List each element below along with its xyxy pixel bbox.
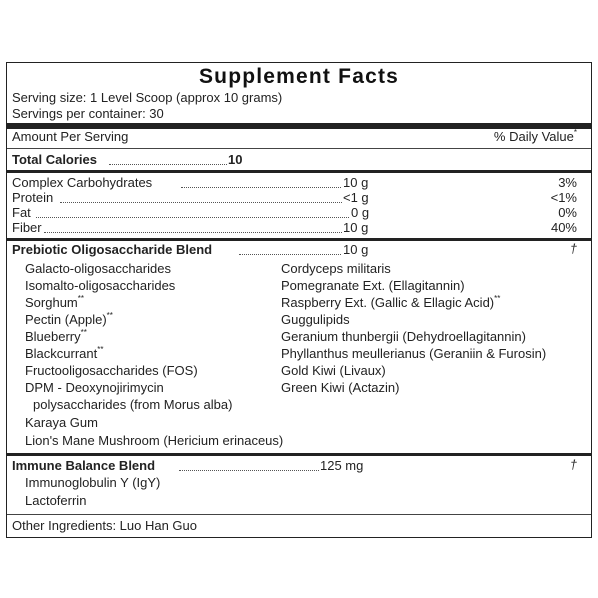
divider-medium bbox=[7, 170, 591, 173]
ingredient-text: Galacto-oligosaccharides bbox=[25, 261, 171, 276]
nutrient-daily-value: 40% bbox=[550, 220, 577, 235]
ingredient-item bbox=[281, 278, 465, 293]
ingredient-text: DPM - Deoxynojirimycin bbox=[25, 380, 164, 395]
daily-value-footnote-mark: * bbox=[573, 128, 577, 137]
ingredient-item bbox=[281, 380, 399, 395]
serving-size: Serving size: 1 Level Scoop (approx 10 grams) bbox=[12, 90, 283, 105]
nutrient-leader bbox=[181, 187, 341, 188]
footnote-mark: ** bbox=[80, 328, 87, 337]
ingredient-item bbox=[281, 312, 350, 327]
ingredient-text: Blackcurrant bbox=[25, 346, 98, 361]
footnote-mark: ** bbox=[106, 311, 113, 320]
prebiotic-blend-amount: 10 g bbox=[343, 242, 369, 257]
immune-blend-daily-value: † bbox=[570, 458, 577, 472]
nutrient-name: Fat bbox=[12, 205, 31, 220]
ingredient-text: Raspberry Ext. (Gallic & Ellagic Acid) bbox=[281, 295, 495, 310]
ingredient-item bbox=[25, 261, 171, 276]
nutrient-leader bbox=[60, 202, 342, 203]
servings-per-container: Servings per container: 30 bbox=[12, 106, 164, 121]
divider-medium bbox=[7, 238, 591, 241]
footnote-mark: ** bbox=[77, 294, 84, 303]
ingredient-text: Gold Kiwi (Livaux) bbox=[281, 363, 386, 378]
ingredient-text: Pectin (Apple) bbox=[25, 312, 107, 327]
amount-per-serving-header: Amount Per Serving bbox=[12, 129, 129, 144]
panel-title: Supplement Facts bbox=[198, 65, 400, 88]
nutrient-leader bbox=[36, 217, 349, 218]
ingredient-text: Blueberry bbox=[25, 329, 81, 344]
total-calories-leader bbox=[109, 164, 227, 165]
ingredient-item bbox=[281, 261, 391, 276]
ingredient-text: Karaya Gum bbox=[25, 415, 98, 430]
ingredient-text: polysaccharides (from Morus alba) bbox=[33, 397, 233, 412]
ingredient-text: Isomalto-oligosaccharides bbox=[25, 278, 176, 293]
ingredient-item bbox=[281, 346, 546, 361]
total-calories-value: 10 bbox=[228, 152, 243, 167]
ingredient-item bbox=[25, 329, 87, 344]
nutrient-daily-value: 3% bbox=[558, 175, 577, 190]
ingredient-item bbox=[25, 363, 198, 378]
ingredient-item bbox=[25, 312, 113, 327]
ingredient-item bbox=[25, 433, 283, 448]
divider-medium bbox=[7, 453, 591, 456]
ingredient-text: Pomegranate Ext. (Ellagitannin) bbox=[281, 278, 465, 293]
ingredient-text: Cordyceps militaris bbox=[281, 261, 391, 276]
supplement-facts-panel bbox=[6, 62, 592, 538]
immune-blend-leader bbox=[179, 470, 319, 471]
nutrient-amount: 10 g bbox=[343, 175, 369, 190]
nutrient-name: Protein bbox=[12, 190, 54, 205]
nutrient-daily-value: 0% bbox=[558, 205, 577, 220]
ingredient-item bbox=[281, 363, 386, 378]
other-ingredients: Other Ingredients: Luo Han Guo bbox=[12, 518, 198, 533]
immune-blend-amount: 125 mg bbox=[320, 458, 364, 473]
divider-thin bbox=[7, 148, 591, 149]
immune-blend-name: Immune Balance Blend bbox=[12, 458, 156, 473]
ingredient-item bbox=[25, 380, 164, 395]
ingredient-item bbox=[33, 397, 232, 412]
footnote-mark: ** bbox=[97, 345, 104, 354]
nutrient-name: Complex Carbohydrates bbox=[12, 175, 153, 190]
ingredient-text: Lion's Mane Mushroom (Hericium erinaceus) bbox=[25, 433, 284, 448]
divider-thin bbox=[7, 514, 591, 515]
ingredient-item bbox=[25, 278, 175, 293]
ingredient-item bbox=[281, 295, 500, 310]
immune-ingredient-item: Immunoglobulin Y (IgY) bbox=[25, 475, 161, 490]
ingredient-item bbox=[25, 415, 98, 430]
nutrient-amount: 10 g bbox=[343, 220, 369, 235]
ingredient-text: Phyllanthus meullerianus (Geraniin & Furosin) bbox=[281, 346, 547, 361]
immune-ingredient-item: Lactoferrin bbox=[25, 493, 87, 508]
ingredient-text: Guggulipids bbox=[281, 312, 350, 327]
footnote-mark: ** bbox=[494, 294, 501, 303]
nutrient-name: Fiber bbox=[12, 220, 42, 235]
nutrient-amount: <1 g bbox=[343, 190, 369, 205]
nutrient-daily-value: <1% bbox=[550, 190, 577, 205]
prebiotic-blend-name: Prebiotic Oligosaccharide Blend bbox=[12, 242, 213, 257]
ingredient-item bbox=[25, 346, 103, 361]
ingredient-text: Geranium thunbergii (Dehydroellagitannin) bbox=[281, 329, 526, 344]
daily-value-header-text: % Daily Value bbox=[493, 129, 574, 144]
ingredient-text: Fructooligosaccharides (FOS) bbox=[25, 363, 198, 378]
ingredient-item bbox=[25, 295, 84, 310]
ingredient-item bbox=[281, 329, 526, 344]
ingredient-text: Sorghum bbox=[25, 295, 78, 310]
daily-value-header bbox=[494, 129, 577, 144]
ingredient-text: Green Kiwi (Actazin) bbox=[281, 380, 400, 395]
nutrient-amount: 0 g bbox=[351, 205, 370, 220]
prebiotic-blend-daily-value: † bbox=[570, 242, 577, 256]
prebiotic-blend-leader bbox=[239, 254, 341, 255]
nutrient-leader bbox=[44, 232, 342, 233]
total-calories-label: Total Calories bbox=[12, 152, 98, 167]
